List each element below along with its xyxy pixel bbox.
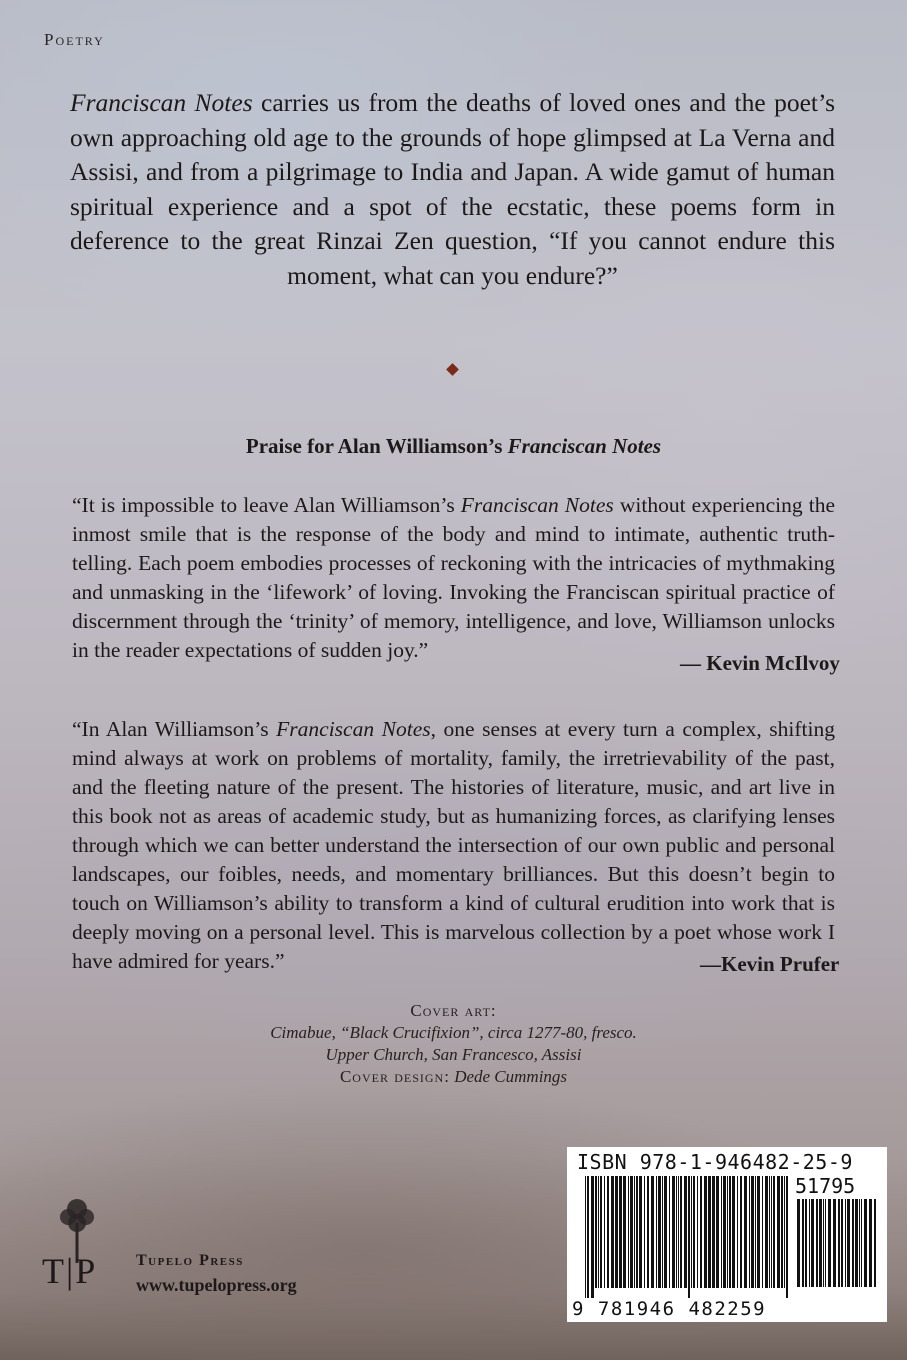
barcode-bar — [732, 1176, 735, 1288]
quote-2-title: Franciscan Notes — [276, 717, 431, 741]
praise-quote-1 — [72, 491, 835, 665]
cover-credits — [0, 1000, 907, 1088]
barcode-bar — [712, 1176, 715, 1288]
barcode-bar — [651, 1176, 654, 1288]
book-description — [70, 86, 835, 293]
barcode-bar — [762, 1176, 763, 1288]
barcode-bar — [697, 1176, 698, 1288]
barcode-bar — [647, 1176, 649, 1288]
quote-2-after: , one senses at every turn a complex, shifting mind always at work on problems of mortality, family, the irretrievability of the past, and the fleeting nature of the present. The histories of literature, music, and art live in this book not as areas of academic study, but as humanizing forces, as clarifying lenses through which we can better understand the intersection of our own public and personal landscapes, our foibles, needs, and momentary brilliances. But this doesn’t begin to touch on Williamson’s ability to transform a kind of cultural erudition into work that is deeply moving on a personal level. This is marvelous collection by a poet whose work I have admired for years.” — [72, 717, 835, 973]
barcode-bar — [680, 1176, 682, 1288]
barcode-bar — [802, 1199, 804, 1287]
barcode-bar — [727, 1176, 728, 1288]
barcode-bar — [773, 1176, 775, 1288]
quote-2-attribution: —Kevin Prufer — [700, 952, 840, 976]
barcode-bar — [708, 1176, 711, 1288]
cover-art-line-2: Upper Church, San Francesco, Assisi — [325, 1045, 582, 1064]
barcode-bar — [678, 1176, 679, 1288]
barcode-bar — [662, 1176, 663, 1288]
barcode-bar — [729, 1176, 731, 1288]
barcode-bar — [656, 1176, 657, 1288]
barcode-bar — [691, 1176, 692, 1288]
praise-quote-2 — [72, 715, 835, 976]
barcode-bar — [636, 1176, 638, 1288]
barcode-bar — [740, 1176, 742, 1288]
barcode-bar — [693, 1176, 695, 1288]
barcode-bar — [723, 1176, 726, 1288]
barcode-bar — [841, 1199, 843, 1287]
publisher-name: Tupelo Press — [136, 1252, 244, 1269]
isbn-text: ISBN 978-1-946482-25-9 — [577, 1150, 853, 1174]
ean-barcode-bars — [585, 1176, 790, 1298]
barcode-bar — [607, 1176, 609, 1288]
praise-heading-title: Franciscan Notes — [507, 434, 662, 458]
barcode-bar — [874, 1199, 876, 1287]
barcode-bar — [644, 1176, 645, 1288]
barcode-bar — [786, 1176, 788, 1298]
barcode-bar — [672, 1176, 675, 1288]
barcode-bar — [615, 1176, 618, 1288]
quote-1-attribution: — Kevin McIlvoy — [680, 651, 840, 675]
barcode-bar — [765, 1176, 768, 1288]
barcode-bar — [744, 1176, 747, 1288]
barcode-bar — [755, 1176, 756, 1288]
barcode-bar — [664, 1176, 667, 1288]
barcode-bar — [828, 1199, 831, 1287]
barcode-bar — [861, 1199, 862, 1287]
cover-design-label: Cover design: — [339, 1067, 450, 1086]
barcode-bar — [825, 1199, 826, 1287]
barcode-bar — [811, 1199, 814, 1287]
barcode-bar — [623, 1176, 626, 1288]
praise-heading-prefix: Praise for Alan Williamson’s — [245, 434, 508, 458]
cover-art-line-1: Cimabue, “Black Crucifixion”, circa 1277-80, fresco. — [270, 1023, 637, 1042]
cover-art-label: Cover art: — [410, 1001, 497, 1020]
ean-digits: 9 781946 482259 — [572, 1298, 767, 1320]
barcode-bar — [751, 1176, 754, 1288]
quote-2-before: “In Alan Williamson’s — [72, 717, 277, 741]
barcode-bar — [737, 1176, 738, 1288]
barcode-bar — [704, 1176, 707, 1288]
barcode-bar — [805, 1199, 807, 1287]
barcode-bar — [833, 1199, 836, 1287]
barcode-bar — [591, 1176, 594, 1298]
category-label: Poetry — [44, 30, 105, 49]
barcode-bar — [716, 1176, 719, 1288]
barcode-bar — [797, 1199, 800, 1287]
barcode-bar — [628, 1176, 629, 1288]
barcode-bar — [859, 1199, 860, 1287]
quote-1-after: without experiencing the inmost smile that is the response of the body and mind to intimate, authentic truth-telling. Each poem embodies processes of reckoning with the intricacies of mythmaking and unmasking in the ‘lifework’ of loving. Invoking the Franciscan spiritual practice of discernment through the ‘trinity’ of memory, intelligence, and love, Williamson unlocks in the reader expectations of sudden joy.” — [72, 493, 835, 662]
book-title-italic: Franciscan Notes — [70, 88, 253, 117]
barcode-bar — [639, 1176, 642, 1288]
barcode-bar — [864, 1199, 867, 1287]
barcode-bar — [784, 1176, 785, 1288]
barcode-bar — [619, 1176, 622, 1288]
barcode-bar — [658, 1176, 661, 1288]
barcode-bar — [757, 1176, 760, 1288]
publisher-url: www.tupelopress.org — [136, 1275, 297, 1295]
barcode-bar — [816, 1199, 818, 1287]
barcode-bar — [847, 1199, 850, 1287]
barcode-bar — [688, 1176, 690, 1298]
barcode-bar — [819, 1199, 822, 1287]
publisher-logo-letters: T|P — [42, 1251, 98, 1291]
barcode-bar — [769, 1176, 770, 1288]
addon-barcode-bars — [797, 1199, 877, 1297]
diamond-ornament-icon — [446, 363, 459, 376]
barcode-bar — [749, 1176, 750, 1288]
barcode-bar — [676, 1176, 677, 1288]
description-text: carries us from the deaths of loved ones and the poet’s own approaching old age to the grounds of hope glimpsed at La Verna and Assisi, and from a pilgrimage to India and Japan. A wide gamut of human spiritual experience and a spot of the ecstatic, these poems form in deference to the great Rinzai Zen question, “If you cannot endure this moment, what can you endure?” — [70, 88, 835, 290]
barcode-bar — [585, 1176, 586, 1298]
barcode-bar — [855, 1199, 858, 1287]
barcode-addon-code: 51795 — [795, 1174, 856, 1198]
barcode-bar — [598, 1176, 599, 1288]
barcode-bar — [600, 1176, 602, 1288]
barcode-bar — [587, 1176, 589, 1298]
quote-1-before: “It is impossible to leave Alan Williamson’s — [72, 493, 461, 517]
barcode-bar — [845, 1199, 846, 1287]
barcode-bar — [669, 1176, 670, 1288]
barcode-bar — [781, 1176, 783, 1288]
quote-1-title: Franciscan Notes — [460, 493, 614, 517]
barcode-bar — [869, 1199, 872, 1287]
barcode-bar — [604, 1176, 605, 1288]
barcode-bar — [684, 1176, 687, 1288]
barcode-bar — [838, 1199, 840, 1287]
praise-heading — [0, 434, 907, 459]
barcode-bar — [777, 1176, 780, 1288]
barcode-bar — [634, 1176, 635, 1288]
barcode-bar — [809, 1199, 810, 1287]
barcode-bar — [595, 1176, 597, 1288]
barcode-bar — [700, 1176, 702, 1288]
barcode-bar — [771, 1176, 772, 1288]
barcode-bar — [630, 1176, 633, 1288]
barcode-bar — [823, 1199, 824, 1287]
barcode-bar — [721, 1176, 722, 1288]
barcode-bar — [852, 1199, 854, 1287]
barcode-bar — [611, 1176, 614, 1288]
cover-design-name: Dede Cummings — [454, 1067, 568, 1086]
